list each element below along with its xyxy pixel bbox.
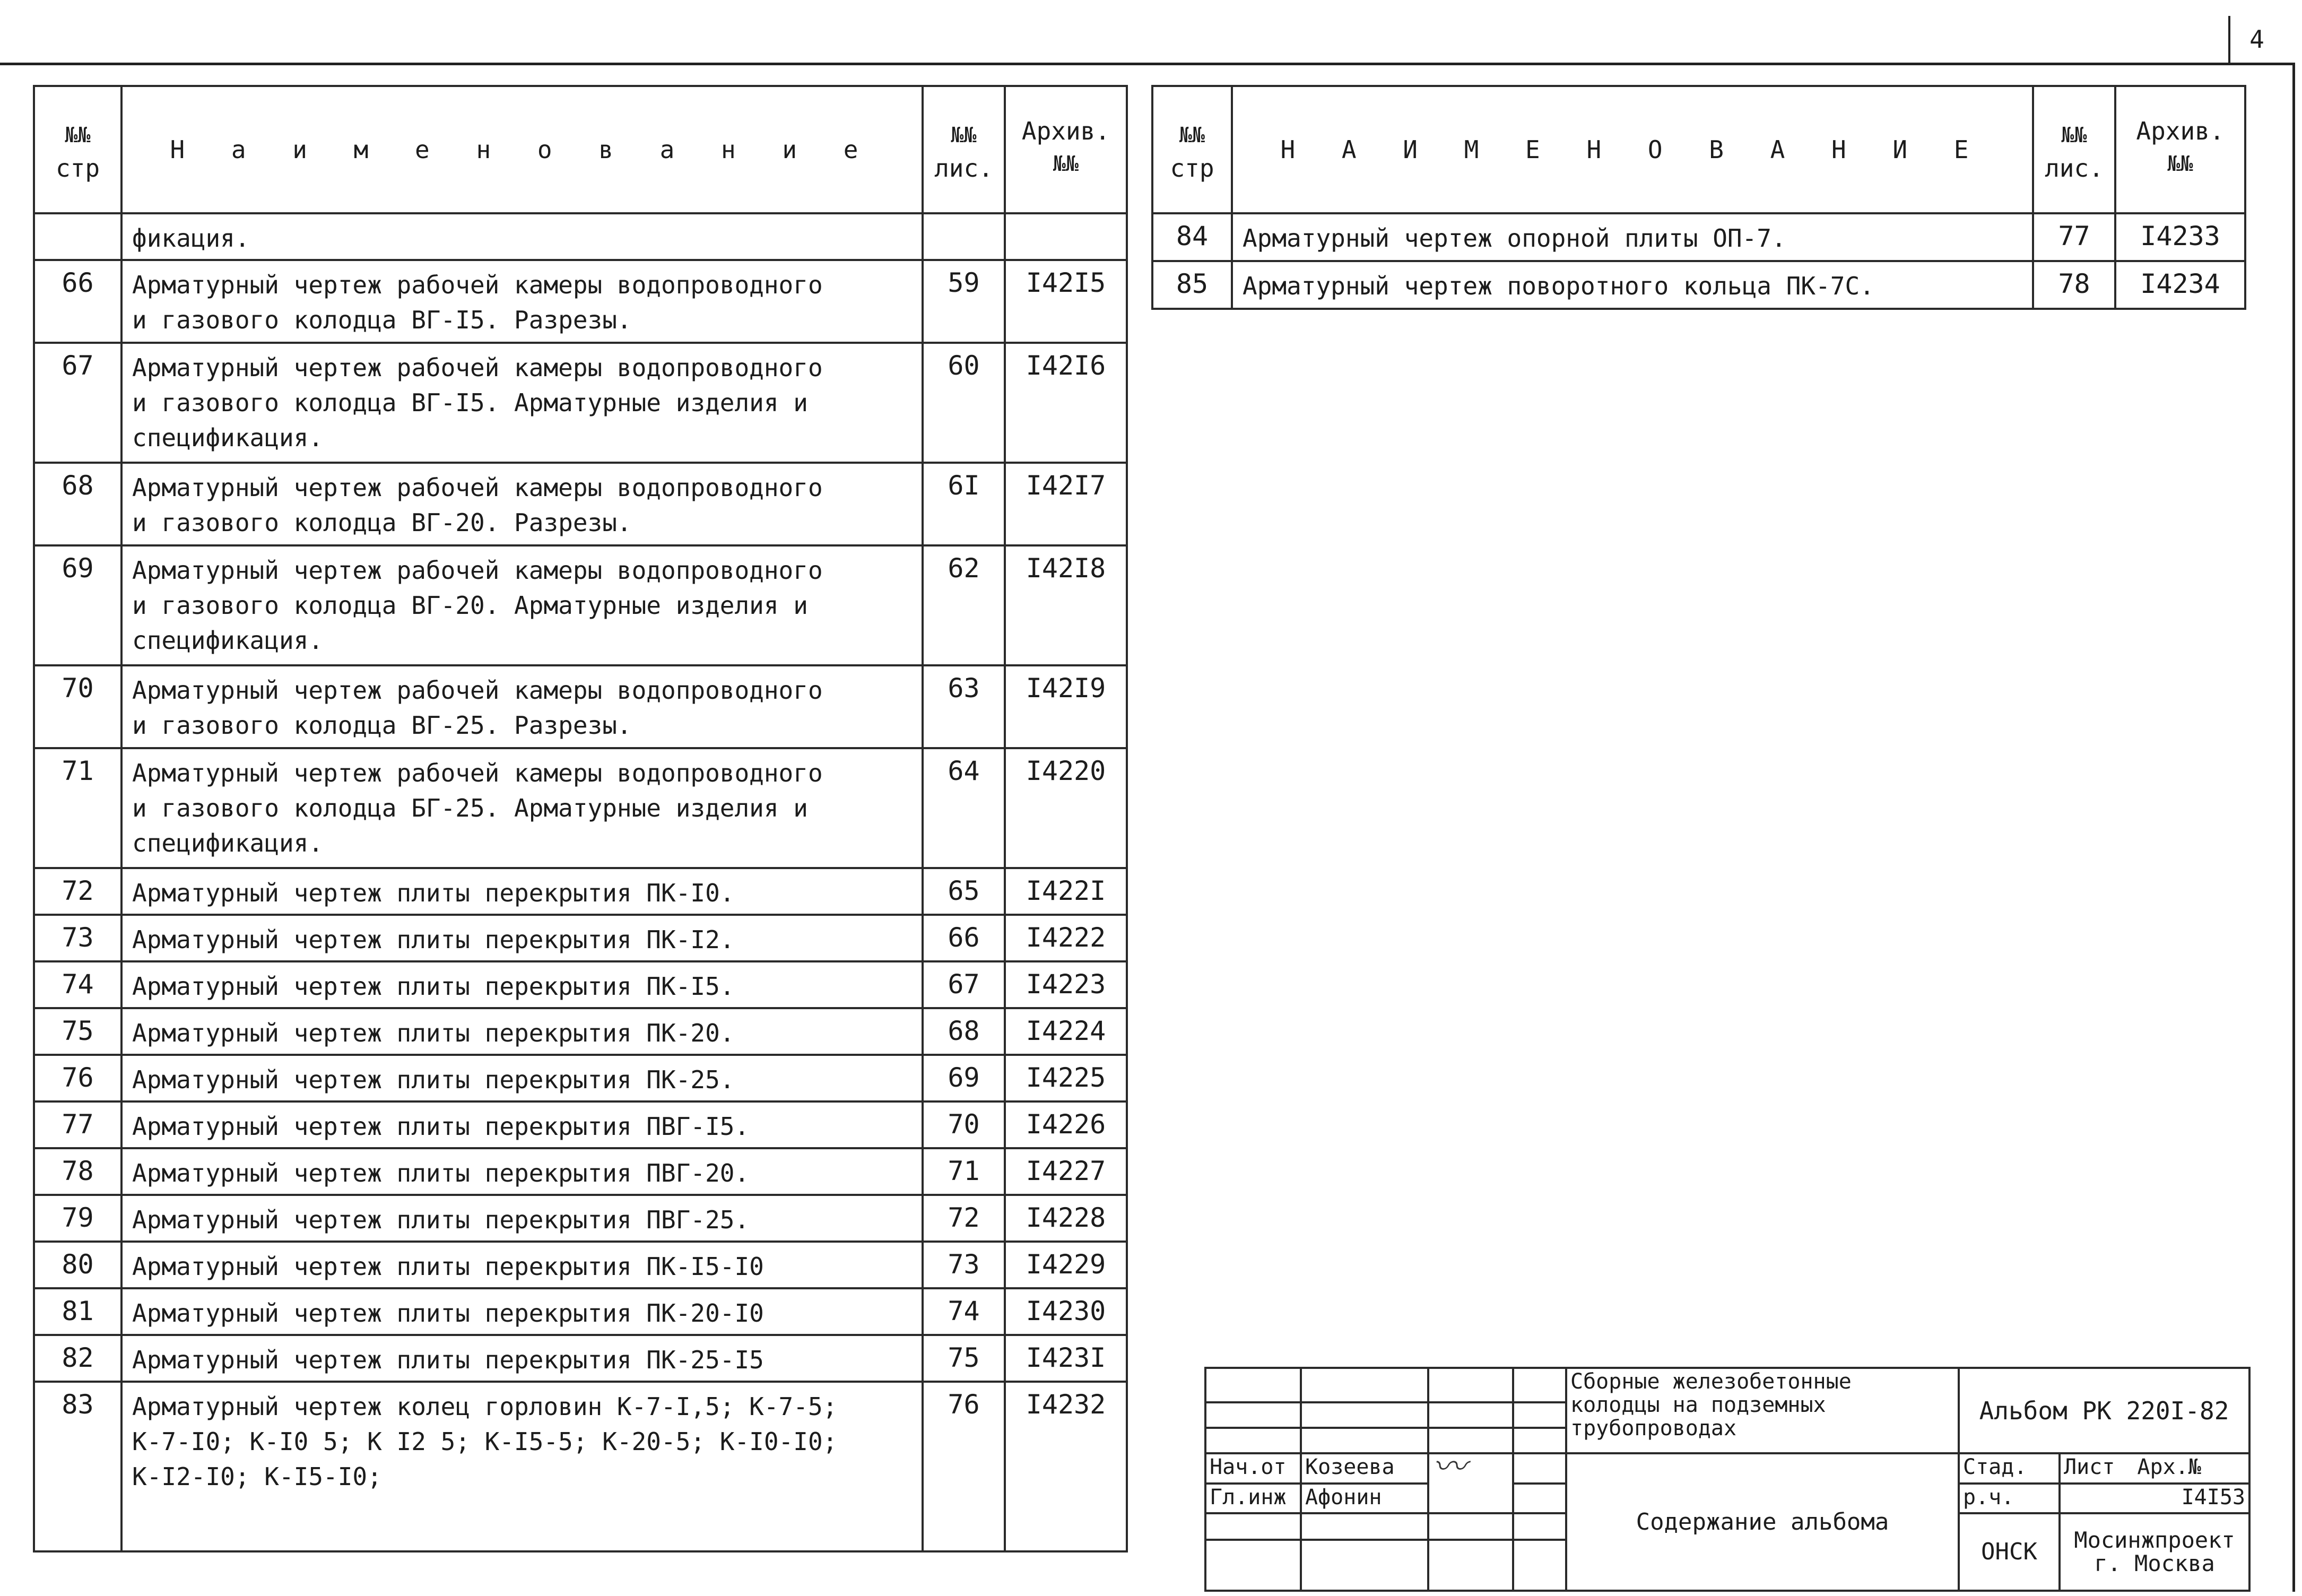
page-number-cell: 79	[34, 1195, 121, 1242]
page-number-cell: 71	[34, 748, 121, 868]
contents-table-left	[33, 85, 1128, 1552]
item-name-cell: Арматурный чертеж плиты перекрытия ПВГ-25.	[121, 1195, 923, 1242]
item-name-cell: Арматурный чертеж рабочей камеры водопроводного и газового колодца ВГ-I5. Разрезы.	[121, 260, 923, 343]
archive-number-cell: I4223	[1005, 961, 1127, 1008]
archive-number-cell: I42I8	[1005, 545, 1127, 665]
table-row	[1152, 213, 2245, 261]
sheet-number-cell: 66	[923, 915, 1005, 961]
sheet-number-cell: 65	[923, 868, 1005, 915]
archive-number-cell: I42I5	[1005, 260, 1127, 343]
archive-number-cell: I423I	[1005, 1335, 1127, 1382]
table-row	[34, 1382, 1127, 1551]
archive-number-cell: I4230	[1005, 1288, 1127, 1335]
header-name: Н а и м е н о в а н и е	[121, 86, 923, 213]
sheet-number-cell: 70	[923, 1101, 1005, 1148]
page-number-cell: 70	[34, 665, 121, 748]
contents-table-left-body	[34, 213, 1127, 1551]
item-name-cell: Арматурный чертеж плиты перекрытия ПК-20-I0	[121, 1288, 923, 1335]
table-row	[34, 915, 1127, 961]
item-name-cell: Арматурный чертеж плиты перекрытия ПК-I0.	[121, 868, 923, 915]
contents-table-right	[1151, 85, 2246, 310]
stamp-archive-value: I4I53	[2060, 1484, 2249, 1514]
archive-number-cell: I4227	[1005, 1148, 1127, 1195]
archive-number-cell: I4220	[1005, 748, 1127, 868]
sheet-number-cell: 77	[2033, 213, 2115, 261]
item-name-cell: Арматурный чертеж плиты перекрытия ПК-I2.	[121, 915, 923, 961]
table-row	[34, 545, 1127, 665]
sheet-number-cell: 73	[923, 1242, 1005, 1288]
page-number-cell: 77	[34, 1101, 121, 1148]
page-number-cell: 84	[1152, 213, 1232, 261]
stamp-sheet-label: Лист	[2064, 1455, 2115, 1480]
page-number-cell: 83	[34, 1382, 121, 1551]
stamp-stage-value: р.ч.	[1959, 1484, 2060, 1514]
sheet-number-cell: 64	[923, 748, 1005, 868]
header-sheet: №№ лис.	[923, 86, 1005, 213]
sheet-number-cell: 60	[923, 343, 1005, 463]
archive-number-cell: I422I	[1005, 868, 1127, 915]
item-name-cell: Арматурный чертеж рабочей камеры водопроводного и газового колодца ВГ-20. Разрезы.	[121, 463, 923, 545]
stamp-stage-label: Стад.	[1963, 1455, 2027, 1480]
signature-1	[1428, 1453, 1513, 1513]
stamp-document-title: Содержание альбома	[1566, 1453, 1959, 1591]
archive-number-cell: I4222	[1005, 915, 1127, 961]
header-sheet: №№ лис.	[2033, 86, 2115, 213]
item-name-cell: Арматурный чертеж рабочей камеры водопроводного и газового колодца ВГ-25. Разрезы.	[121, 665, 923, 748]
archive-number-cell: I4234	[2115, 261, 2245, 309]
table-row	[34, 1148, 1127, 1195]
stamp-organization: Мосинжпроект г. Москва	[2060, 1513, 2249, 1591]
item-name-cell: Арматурный чертеж рабочей камеры водопроводного и газового колодца БГ-25. Арматурные изделия и спецификация.	[121, 748, 923, 868]
archive-number-cell: I4229	[1005, 1242, 1127, 1288]
table-row	[34, 1101, 1127, 1148]
stamp-name-1: Козеева	[1301, 1453, 1428, 1484]
page-number-cell: 76	[34, 1055, 121, 1101]
item-name-cell: Арматурный чертеж плиты перекрытия ПК-I5-I0	[121, 1242, 923, 1288]
table-row	[34, 961, 1127, 1008]
archive-number-cell: I4225	[1005, 1055, 1127, 1101]
stamp-project-name: Сборные железобетонные колодцы на подземных трубопроводах	[1566, 1368, 1959, 1453]
page-number-cell: 81	[34, 1288, 121, 1335]
header-page-no: №№ стр	[1152, 86, 1232, 213]
sheet-number-cell: 75	[923, 1335, 1005, 1382]
stamp-department: ОНСК	[1959, 1513, 2060, 1591]
table-row	[34, 665, 1127, 748]
item-name-cell: фикация.	[121, 213, 923, 260]
sheet-number-cell: 76	[923, 1382, 1005, 1551]
sheet-number-cell: 62	[923, 545, 1005, 665]
sheet-number-cell: 72	[923, 1195, 1005, 1242]
title-block-stamp	[1204, 1367, 2251, 1592]
sheet-number-cell: 69	[923, 1055, 1005, 1101]
sheet-number-cell	[923, 213, 1005, 260]
sheet-number-cell: 68	[923, 1008, 1005, 1055]
page-number-cell: 69	[34, 545, 121, 665]
item-name-cell: Арматурный чертеж опорной плиты ОП-7.	[1232, 213, 2033, 261]
item-name-cell: Арматурный чертеж колец горловин К-7-I,5; К-7-5; К-7-I0; К-I0 5; К I2 5; К-I5-5; К-20-5; К-I0-I0; К-I2-I0; К-I5-I0;	[121, 1382, 923, 1551]
contents-table-right-body	[1152, 213, 2245, 309]
table-row	[34, 868, 1127, 915]
archive-number-cell	[1005, 213, 1127, 260]
sheet-number-cell: 74	[923, 1288, 1005, 1335]
table-row	[34, 1008, 1127, 1055]
item-name-cell: Арматурный чертеж поворотного кольца ПК-7С.	[1232, 261, 2033, 309]
page-number: 4	[2228, 16, 2283, 65]
header-page-no: №№ стр	[34, 86, 121, 213]
archive-number-cell: I4233	[2115, 213, 2245, 261]
header-archive: Архив. №№	[1005, 86, 1127, 213]
item-name-cell: Арматурный чертеж плиты перекрытия ПК-25.	[121, 1055, 923, 1101]
page-number-cell	[34, 213, 121, 260]
archive-number-cell: I4226	[1005, 1101, 1127, 1148]
page-number-cell: 67	[34, 343, 121, 463]
table-header-row	[1152, 86, 2245, 213]
page-number-cell: 78	[34, 1148, 121, 1195]
archive-number-cell: I4232	[1005, 1382, 1127, 1551]
archive-number-cell: I4224	[1005, 1008, 1127, 1055]
table-row	[34, 1055, 1127, 1101]
stamp-archive-label: Арх.№	[2137, 1455, 2201, 1480]
archive-number-cell: I42I6	[1005, 343, 1127, 463]
page-number-cell: 72	[34, 868, 121, 915]
sheet-number-cell: 6I	[923, 463, 1005, 545]
page-number-cell: 85	[1152, 261, 1232, 309]
item-name-cell: Арматурный чертеж плиты перекрытия ПВГ-20.	[121, 1148, 923, 1195]
table-row	[34, 1242, 1127, 1288]
page-number-cell: 73	[34, 915, 121, 961]
table-row	[1152, 261, 2245, 309]
archive-number-cell: I42I9	[1005, 665, 1127, 748]
item-name-cell: Арматурный чертеж рабочей камеры водопроводного и газового колодца ВГ-I5. Арматурные изделия и спецификация.	[121, 343, 923, 463]
page-number-cell: 66	[34, 260, 121, 343]
archive-number-cell: I4228	[1005, 1195, 1127, 1242]
item-name-cell: Арматурный чертеж рабочей камеры водопроводного и газового колодца ВГ-20. Арматурные изделия и спецификация.	[121, 545, 923, 665]
sheet-number-cell: 78	[2033, 261, 2115, 309]
table-row	[34, 463, 1127, 545]
stamp-album-number: Альбом РК 220I-82	[1959, 1368, 2249, 1453]
sheet-number-cell: 59	[923, 260, 1005, 343]
page-number-cell: 82	[34, 1335, 121, 1382]
stamp-name-2: Афонин	[1301, 1484, 1428, 1514]
item-name-cell: Арматурный чертеж плиты перекрытия ПК-I5.	[121, 961, 923, 1008]
archive-number-cell: I42I7	[1005, 463, 1127, 545]
table-row	[34, 213, 1127, 260]
sheet-number-cell: 63	[923, 665, 1005, 748]
item-name-cell: Арматурный чертеж плиты перекрытия ПК-20.	[121, 1008, 923, 1055]
header-archive: Архив. №№	[2115, 86, 2245, 213]
table-row	[34, 260, 1127, 343]
table-row	[34, 1335, 1127, 1382]
stamp-role-1: Нач.от	[1205, 1453, 1301, 1484]
table-row	[34, 1195, 1127, 1242]
table-row	[34, 748, 1127, 868]
sheet-number-cell: 67	[923, 961, 1005, 1008]
signature-1-mark: 〰	[1432, 1453, 1466, 1487]
stamp-role-2: Гл.инж	[1205, 1484, 1301, 1514]
header-name: Н А И М Е Н О В А Н И Е	[1232, 86, 2033, 213]
page-number-cell: 80	[34, 1242, 121, 1288]
item-name-cell: Арматурный чертеж плиты перекрытия ПВГ-I5.	[121, 1101, 923, 1148]
page-number-cell: 75	[34, 1008, 121, 1055]
page-number-cell: 68	[34, 463, 121, 545]
table-row	[34, 343, 1127, 463]
item-name-cell: Арматурный чертеж плиты перекрытия ПК-25-I5	[121, 1335, 923, 1382]
sheet-number-cell: 71	[923, 1148, 1005, 1195]
table-header-row	[34, 86, 1127, 213]
page-number-cell: 74	[34, 961, 121, 1008]
table-row	[34, 1288, 1127, 1335]
